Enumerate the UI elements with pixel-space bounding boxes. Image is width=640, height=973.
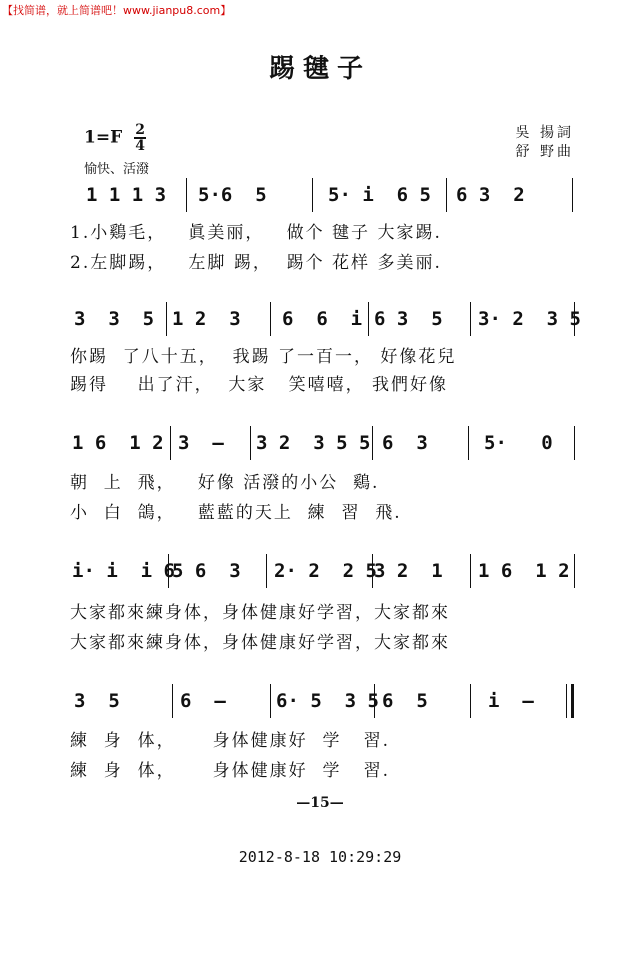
- measure: 3· 2 3 5: [478, 308, 581, 330]
- notation-row: [0, 682, 640, 722]
- measure: 6· 5 3 5: [276, 690, 379, 712]
- lyric-line-1: 大家都來練身体，身体健康好学習，大家都來: [70, 603, 450, 623]
- measure: 1 6 1 2: [72, 432, 164, 454]
- lyric-line-1: 朝 上 飛， 好像 活潑的小公 鷄.: [70, 473, 380, 493]
- time-top: 2: [135, 122, 145, 138]
- key-signature: [84, 124, 146, 152]
- lyric-line-2: 練 身 体， 身体健康好 学 習.: [70, 761, 391, 781]
- measure: 1 2 3: [172, 308, 241, 330]
- composer: 舒 野曲: [515, 144, 574, 160]
- time-signature: [134, 124, 146, 152]
- lyric-line-2: 2.左脚踢， 左脚 踢， 踢个 花样 多美丽.: [70, 253, 442, 273]
- timestamp: 2012-8-18 10:29:29: [238, 848, 402, 866]
- site-banner: 【找简谱，就上简谱吧！www.jianpu8.com】: [2, 4, 232, 17]
- measure: 5·6 5: [198, 184, 267, 206]
- key-label: 1=F: [84, 127, 123, 148]
- measure: 5· 0: [484, 432, 553, 454]
- notation-row: [0, 300, 640, 340]
- measure: i· i i 6: [72, 560, 175, 582]
- measure: 6 3: [382, 432, 428, 454]
- measure: 3 3 5: [74, 308, 155, 330]
- notation-row: [0, 424, 640, 464]
- lyricist: 吳 揚詞: [515, 125, 574, 141]
- lyric-line-2: 小 白 鴿， 藍藍的天上 練 習 飛.: [70, 503, 402, 523]
- lyric-line-2: 大家都來練身体，身体健康好学習，大家都來: [70, 633, 450, 653]
- page-number: —15—: [296, 795, 344, 811]
- measure: 1 6 1 2: [478, 560, 570, 582]
- lyric-line-2: 踢得 出了汗， 大家 笑嘻嘻， 我們好像: [70, 375, 449, 395]
- measure: 5 6 3: [172, 560, 241, 582]
- measure: 3 2 1: [374, 560, 443, 582]
- measure: 6 5: [382, 690, 428, 712]
- measure: 3 5: [74, 690, 120, 712]
- measure: 3 –: [178, 432, 224, 454]
- measure: 6 3 5: [374, 308, 443, 330]
- measure: 3 2 3 5 5: [256, 432, 371, 454]
- measure: 2· 2 2 5: [274, 560, 377, 582]
- measure: 6 –: [180, 690, 226, 712]
- time-bottom: 4: [135, 138, 145, 154]
- credits: [516, 124, 574, 162]
- lyric-line-1: 練 身 体， 身体健康好 学 習.: [70, 731, 391, 751]
- measure: i –: [488, 690, 534, 712]
- tempo-marking: 愉快、活潑: [84, 162, 150, 177]
- measure: 5· i 6 5: [328, 184, 431, 206]
- measure: 1 1 1 3: [86, 184, 167, 206]
- measure: 6 3 2: [456, 184, 525, 206]
- song-title: 踢毽子: [268, 54, 371, 84]
- lyric-line-1: 1.小鷄毛， 眞美丽， 做个 毽子 大家踢.: [70, 223, 442, 243]
- notation-row: [0, 552, 640, 592]
- measure: 6 6 i: [282, 308, 363, 330]
- notation-row: [0, 176, 640, 216]
- lyric-line-1: 你踢 了八十五， 我踢 了一百一， 好像花兒: [70, 347, 457, 367]
